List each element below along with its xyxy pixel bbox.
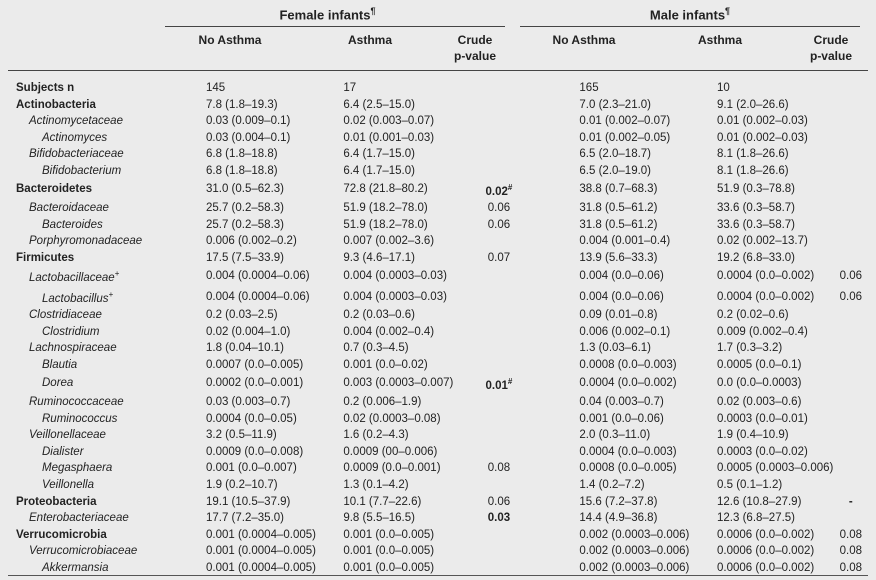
taxon-label: Subjects n: [16, 82, 75, 94]
male-no-asthma-value: 0.002 (0.0003–0.006): [579, 561, 690, 574]
table-row: [16, 130, 862, 147]
male-asthma-value: 0.0005 (0.0–0.1): [717, 358, 802, 371]
male-pvalue: [840, 324, 862, 341]
female-asthma-header: Asthma: [347, 33, 392, 47]
female-pvalue-text: 0.03: [487, 512, 511, 525]
male-no-asthma-value: 6.5 (2.0–18.7): [579, 148, 652, 161]
taxon-name: [16, 97, 166, 114]
table-row: [16, 527, 862, 544]
male-pvalue: [840, 146, 862, 163]
male-no-asthma-value: 38.8 (0.7–68.3): [579, 183, 658, 196]
female-pvalue: [472, 266, 525, 286]
female-pvalue: [472, 233, 525, 250]
female-asthma-value: 72.8 (21.8–80.2): [343, 183, 428, 196]
female-no-asthma-value: 0.0007 (0.0–0.005): [205, 358, 304, 371]
table-row: [16, 163, 862, 180]
taxon-label: Dorea: [42, 377, 74, 390]
male-pvalue: [840, 394, 862, 411]
table-row: [16, 460, 862, 477]
male-no-asthma-value: 15.6 (7.2–37.8): [579, 495, 658, 508]
male-pvalue: [840, 477, 862, 494]
female-no-asthma-value: 0.006 (0.002–0.2): [205, 235, 297, 248]
male-asthma-value: 8.1 (1.8–26.6): [717, 164, 789, 177]
taxon-name: [16, 233, 166, 250]
female-pvalue: [472, 527, 525, 544]
male-asthma-value: 33.6 (0.3–58.7): [717, 218, 796, 231]
taxon-name: [16, 266, 166, 286]
male-no-asthma-value: 0.01 (0.002–0.07): [579, 115, 671, 128]
female-pvalue: [472, 374, 525, 394]
male-no-asthma-value: 31.8 (0.5–61.2): [579, 201, 658, 214]
table-row: [16, 200, 862, 217]
taxon-name: [16, 340, 166, 357]
female-asthma-value: 0.7 (0.3–4.5): [343, 342, 409, 355]
male-asthma-value: 0.0 (0.0–0.0003): [717, 377, 802, 390]
female-pvalue-text: 0.08: [487, 462, 511, 475]
male-no-asthma-value: 13.9 (5.6–33.3): [579, 251, 658, 264]
male-asthma-value: 1.7 (0.3–3.2): [717, 342, 783, 355]
female-group-rule: [165, 26, 505, 27]
taxon-name: [16, 80, 166, 97]
male-pvalue: [840, 217, 862, 234]
male-asthma-value: 19.2 (6.8–33.0): [717, 251, 796, 264]
taxon-label: Lactobacillaceae: [29, 272, 115, 285]
female-pvalue: [472, 427, 525, 444]
taxon-label: Bifidobacteriaceae: [29, 148, 124, 161]
male-asthma-header: Asthma: [697, 33, 742, 47]
table-row: [16, 494, 862, 511]
taxon-label: Blautia: [42, 358, 78, 371]
female-no-asthma-value: 25.7 (0.2–58.3): [205, 201, 284, 214]
taxon-name: [16, 357, 166, 374]
table-row: [16, 340, 862, 357]
male-pvalue: [840, 427, 862, 444]
crude-label: Crude: [457, 33, 493, 47]
female-pvalue: [472, 250, 525, 267]
pvalue-footnote-mark: #: [507, 376, 513, 386]
female-pvalue: [472, 146, 525, 163]
female-pvalue: [472, 307, 525, 324]
male-no-asthma-value: 0.01 (0.002–0.05): [579, 131, 671, 144]
male-pvalue: 0.06: [839, 290, 862, 303]
female-no-asthma-value: 0.03 (0.004–0.1): [205, 131, 291, 144]
female-group-header: [165, 6, 490, 22]
taxon-label: Proteobacteria: [16, 495, 97, 508]
female-asthma-value: 0.001 (0.0–0.005): [343, 528, 435, 541]
female-crude-pvalue-header: [440, 32, 510, 64]
male-pvalue: [840, 444, 862, 461]
female-no-asthma-header: No Asthma: [198, 33, 262, 47]
taxon-name: [16, 494, 166, 511]
female-asthma-value: 0.007 (0.002–3.6): [343, 235, 435, 248]
male-no-asthma-value: 165: [579, 82, 599, 94]
male-pvalue: -: [848, 495, 853, 508]
female-no-asthma-value: 0.004 (0.0004–0.06): [205, 270, 310, 283]
male-asthma-value: 0.01 (0.002–0.03): [717, 131, 808, 144]
female-asthma-value: 1.3 (0.1–4.2): [343, 478, 409, 491]
pvalue-label: p-value: [809, 49, 852, 63]
male-no-asthma-value: 0.04 (0.003–0.7): [579, 396, 664, 408]
taxon-label: Bacteroidaceae: [29, 201, 109, 214]
table-row: [16, 427, 862, 444]
table-row: [16, 266, 862, 286]
female-asthma-value: 0.2 (0.006–1.9): [343, 396, 422, 408]
male-asthma-value: 0.01 (0.002–0.03): [717, 115, 808, 128]
male-pvalue: [840, 163, 862, 180]
female-asthma-value: 0.003 (0.0003–0.007): [343, 377, 454, 390]
male-no-asthma-value: 0.0008 (0.0–0.003): [579, 358, 677, 371]
male-no-asthma-value: 7.0 (2.3–21.0): [579, 98, 652, 111]
female-no-asthma-value: 0.0009 (0.0–0.008): [205, 445, 304, 458]
taxon-label: Bacteroidetes: [16, 183, 93, 196]
female-pvalue: [472, 444, 525, 461]
taxon-label: Bifidobacterium: [42, 164, 122, 177]
female-pvalue: [472, 200, 525, 217]
female-no-asthma-value: 1.8 (0.04–10.1): [205, 342, 284, 355]
female-asthma-value: 0.2 (0.03–0.6): [343, 309, 415, 322]
male-no-asthma-value: 0.0004 (0.0–0.002): [579, 377, 677, 390]
female-asthma-value: 51.9 (18.2–78.0): [343, 201, 428, 214]
male-no-asthma-value: 0.002 (0.0003–0.006): [579, 528, 690, 541]
taxon-name: [16, 113, 166, 130]
taxon-name: [16, 444, 166, 461]
male-pvalue: [840, 411, 862, 428]
male-no-asthma-value: 6.5 (2.0–19.0): [579, 164, 652, 177]
male-pvalue: [840, 460, 862, 477]
taxon-label: Ruminococcus: [42, 412, 118, 425]
taxon-name: [16, 411, 166, 428]
male-asthma-value: 0.2 (0.02–0.6): [717, 309, 789, 322]
female-no-asthma-value: 6.8 (1.8–18.8): [205, 164, 278, 177]
female-asthma-value: 0.004 (0.0003–0.03): [343, 290, 447, 303]
male-group-mark: ¶: [725, 6, 731, 16]
female-asthma-value: 0.01 (0.001–0.03): [343, 131, 435, 144]
male-no-asthma-value: 31.8 (0.5–61.2): [579, 218, 658, 231]
female-no-asthma-value: 0.004 (0.0004–0.06): [205, 290, 310, 303]
male-group-header: [520, 6, 860, 22]
male-pvalue: [840, 113, 862, 130]
female-pvalue: [472, 340, 525, 357]
taxon-label: Megasphaera: [42, 462, 113, 475]
male-no-asthma-value: 14.4 (4.9–36.8): [579, 512, 658, 525]
male-no-asthma-header: No Asthma: [552, 33, 616, 47]
male-no-asthma-value: 1.4 (0.2–7.2): [579, 478, 645, 491]
male-asthma-value: 33.6 (0.3–58.7): [717, 201, 796, 214]
female-no-asthma-value: 3.2 (0.5–11.9): [205, 429, 277, 442]
male-asthma-value: 51.9 (0.3–78.8): [717, 183, 796, 196]
male-pvalue: [840, 307, 862, 324]
female-asthma-value: 6.4 (1.7–15.0): [343, 148, 415, 161]
table-row: [16, 233, 862, 250]
female-pvalue-text: 0.07: [487, 251, 511, 264]
taxon-name: [16, 200, 166, 217]
female-pvalue: [472, 357, 525, 374]
female-no-asthma-value: 17.7 (7.2–35.0): [205, 512, 284, 525]
taxon-footnote-mark: +: [114, 269, 120, 279]
female-no-asthma-value: 145: [205, 82, 226, 94]
female-asthma-value: 0.004 (0.002–0.4): [343, 325, 435, 338]
male-no-asthma-value: 0.006 (0.002–0.1): [579, 325, 671, 338]
male-no-asthma-value: 0.09 (0.01–0.8): [579, 309, 658, 322]
taxon-name: [16, 250, 166, 267]
taxon-label: Dialister: [42, 445, 84, 458]
male-pvalue: [840, 374, 862, 394]
male-asthma-value: 0.0003 (0.0–0.01): [717, 412, 808, 425]
taxon-name: [16, 146, 166, 163]
female-no-asthma-value: 25.7 (0.2–58.3): [205, 218, 284, 231]
table-row: [16, 80, 862, 97]
male-asthma-value: 12.6 (10.8–27.9): [717, 495, 802, 508]
female-pvalue: [472, 460, 525, 477]
male-asthma-value: 0.02 (0.002–13.7): [717, 235, 808, 248]
female-no-asthma-value: 6.8 (1.8–18.8): [205, 148, 278, 161]
taxon-label: Actinobacteria: [16, 98, 96, 111]
pvalue-footnote-mark: #: [507, 182, 513, 192]
female-asthma-value: 9.3 (4.6–17.1): [343, 251, 415, 264]
taxon-name: [16, 180, 166, 200]
female-no-asthma-value: 0.001 (0.0004–0.005): [205, 545, 316, 558]
male-pvalue: [840, 340, 862, 357]
male-no-asthma-value: 0.0004 (0.0–0.003): [579, 445, 677, 458]
taxon-label: Bacteroides: [42, 218, 103, 231]
female-asthma-value: 1.6 (0.2–4.3): [343, 429, 409, 442]
female-pvalue: [472, 494, 525, 511]
taxon-label: Porphyromonadaceae: [29, 235, 143, 248]
male-no-asthma-value: 1.3 (0.03–6.1): [579, 342, 652, 355]
taxon-name: [16, 427, 166, 444]
table-row: [16, 477, 862, 494]
table-row: [16, 411, 862, 428]
male-asthma-value: 9.1 (2.0–26.6): [717, 98, 789, 111]
female-asthma-value: 51.9 (18.2–78.0): [343, 218, 428, 231]
taxon-name: [16, 163, 166, 180]
female-asthma-value: 6.4 (2.5–15.0): [343, 98, 415, 111]
female-pvalue-text: 0.06: [487, 218, 511, 231]
female-pvalue: [472, 287, 525, 307]
taxon-label: Ruminococcaceae: [29, 396, 124, 408]
table-row: [16, 543, 862, 560]
male-asthma-value: 12.3 (6.8–27.5): [717, 512, 796, 525]
taxon-name: [16, 217, 166, 234]
taxon-label: Akkermansia: [42, 561, 109, 574]
male-asthma-value: 0.0006 (0.0–0.002): [717, 561, 815, 574]
female-asthma-value: 0.02 (0.0003–0.08): [343, 412, 441, 425]
female-asthma-value: 17: [343, 82, 357, 94]
female-no-asthma-value: 0.001 (0.0004–0.005): [205, 561, 316, 574]
male-asthma-value: 0.02 (0.003–0.6): [717, 396, 802, 408]
taxon-label: Veillonella: [42, 478, 94, 491]
female-asthma-value: 6.4 (1.7–15.0): [343, 164, 415, 177]
female-asthma-value: 0.001 (0.0–0.02): [343, 358, 428, 371]
female-asthma-value: 0.0009 (0.0–0.001): [343, 462, 441, 475]
female-no-asthma-value: 17.5 (7.5–33.9): [205, 251, 284, 264]
female-pvalue: [472, 217, 525, 234]
female-asthma-value: 0.001 (0.0–0.005): [343, 545, 435, 558]
male-pvalue: 0.08: [839, 561, 862, 574]
male-group-label: Male infants: [649, 7, 726, 23]
male-no-asthma-value: 0.004 (0.0–0.06): [579, 270, 664, 283]
taxon-label: Clostridium: [42, 325, 100, 338]
taxon-label: Verrucomicrobiaceae: [29, 545, 138, 558]
male-asthma-value: 0.009 (0.002–0.4): [717, 325, 808, 338]
table-row: [16, 250, 862, 267]
male-asthma-value: 0.0006 (0.0–0.002): [717, 528, 815, 541]
female-no-asthma-value: 19.1 (10.5–37.9): [205, 495, 291, 508]
female-pvalue: [472, 180, 525, 200]
male-pvalue: [840, 510, 862, 527]
table-row: [16, 307, 862, 324]
table-row: [16, 394, 862, 411]
female-pvalue: [472, 163, 525, 180]
female-pvalue: [472, 543, 525, 560]
female-no-asthma-value: 7.8 (1.8–19.3): [205, 98, 278, 111]
male-pvalue: [840, 97, 862, 114]
female-pvalue: [472, 411, 525, 428]
male-pvalue: [840, 357, 862, 374]
male-pvalue: [840, 233, 862, 250]
female-pvalue-text: 0.01: [485, 379, 508, 392]
taxon-name: [16, 130, 166, 147]
female-pvalue: [472, 113, 525, 130]
taxon-name: [16, 527, 166, 544]
table-row: [16, 180, 862, 200]
taxon-name: [16, 287, 166, 307]
female-pvalue-text: 0.02: [485, 185, 508, 198]
taxon-label: Verrucomicrobia: [16, 528, 107, 541]
taxon-label: Lachnospiraceae: [29, 342, 117, 355]
table-row: [16, 217, 862, 234]
taxon-label: Actinomyces: [42, 131, 108, 144]
table-row: [16, 287, 862, 307]
male-no-asthma-value: 0.002 (0.0003–0.006): [579, 545, 690, 558]
taxon-label: Firmicutes: [16, 251, 75, 264]
female-no-asthma-value: 0.0002 (0.0–0.001): [205, 377, 304, 390]
table-row: [16, 324, 862, 341]
male-no-asthma-value: 0.001 (0.0–0.06): [579, 412, 664, 425]
table-row: [16, 97, 862, 114]
female-pvalue: [472, 80, 525, 97]
taxon-label: Clostridiaceae: [29, 309, 102, 322]
female-group-label: Female infants: [279, 7, 371, 23]
taxon-name: [16, 374, 166, 394]
table-row: [16, 146, 862, 163]
taxon-name: [16, 307, 166, 324]
male-asthma-value: 0.0005 (0.0003–0.006): [717, 462, 834, 475]
male-asthma-value: 0.0004 (0.0–0.002): [717, 290, 815, 303]
female-pvalue: [472, 97, 525, 114]
female-asthma-value: 0.004 (0.0003–0.03): [343, 270, 447, 283]
male-asthma-value: 0.0006 (0.0–0.002): [717, 545, 815, 558]
taxon-label: Actinomycetaceae: [29, 115, 123, 128]
taxon-name: [16, 543, 166, 560]
table-row: [16, 510, 862, 527]
taxon-label: Lactobacillus: [42, 292, 109, 305]
male-pvalue: [840, 80, 862, 97]
male-asthma-value: 8.1 (1.8–26.6): [717, 148, 789, 161]
female-no-asthma-value: 0.02 (0.004–1.0): [205, 325, 291, 338]
table-row: [16, 374, 862, 394]
male-asthma-value: 1.9 (0.4–10.9): [717, 429, 789, 442]
female-asthma-value: 0.0009 (00–0.006): [343, 445, 438, 458]
male-pvalue: 0.08: [839, 528, 862, 541]
female-no-asthma-value: 0.03 (0.009–0.1): [205, 115, 291, 128]
female-asthma-value: 0.02 (0.003–0.07): [343, 115, 435, 128]
pvalue-label: p-value: [453, 49, 496, 63]
male-no-asthma-value: 0.0008 (0.0–0.005): [579, 462, 677, 475]
male-asthma-value: 0.5 (0.1–1.2): [717, 478, 783, 491]
female-pvalue-text: 0.06: [487, 201, 511, 214]
data-table: [16, 80, 862, 577]
male-no-asthma-value: 0.004 (0.0–0.06): [579, 290, 664, 303]
female-asthma-value: 10.1 (7.7–22.6): [343, 495, 422, 508]
female-no-asthma-value: 0.03 (0.003–0.7): [205, 396, 291, 408]
female-no-asthma-value: 0.0004 (0.0–0.05): [205, 412, 297, 425]
female-no-asthma-value: 0.2 (0.03–2.5): [205, 309, 278, 322]
male-no-asthma-value: 2.0 (0.3–11.0): [579, 429, 651, 442]
taxon-name: [16, 460, 166, 477]
bottom-rule: [8, 575, 868, 576]
female-no-asthma-value: 1.9 (0.2–10.7): [205, 478, 278, 491]
male-group-rule: [520, 26, 860, 27]
male-no-asthma-value: 0.004 (0.001–0.4): [579, 235, 671, 248]
female-pvalue: [472, 324, 525, 341]
female-no-asthma-value: 31.0 (0.5–62.3): [205, 183, 284, 196]
male-pvalue: [840, 180, 862, 200]
female-pvalue: [472, 510, 525, 527]
taxon-footnote-mark: +: [108, 289, 114, 299]
taxon-name: [16, 324, 166, 341]
female-no-asthma-value: 0.001 (0.0–0.007): [205, 462, 297, 475]
table-row: [16, 113, 862, 130]
table-row: [16, 444, 862, 461]
header-rule: [8, 70, 868, 71]
taxon-label: Veillonellaceae: [29, 429, 106, 442]
female-asthma-value: 0.001 (0.0–0.005): [343, 561, 435, 574]
female-pvalue: [472, 477, 525, 494]
crude-label: Crude: [813, 33, 849, 47]
male-pvalue: [840, 250, 862, 267]
female-pvalue-text: 0.06: [487, 495, 511, 508]
taxon-name: [16, 394, 166, 411]
male-asthma-value: 0.0003 (0.0–0.02): [717, 445, 808, 458]
male-pvalue: 0.08: [839, 545, 862, 558]
male-pvalue: 0.06: [839, 270, 862, 283]
male-asthma-value: 0.0004 (0.0–0.002): [717, 270, 815, 283]
female-asthma-value: 9.8 (5.5–16.5): [343, 512, 415, 525]
male-asthma-value: 10: [717, 82, 730, 94]
taxon-name: [16, 477, 166, 494]
female-group-mark: ¶: [370, 6, 376, 16]
female-pvalue: [472, 394, 525, 411]
table-row: [16, 357, 862, 374]
taxon-name: [16, 510, 166, 527]
male-crude-pvalue-header: [796, 32, 866, 64]
male-pvalue: [840, 130, 862, 147]
taxon-label: Enterobacteriaceae: [29, 512, 129, 525]
female-pvalue: [472, 130, 525, 147]
male-pvalue: [840, 200, 862, 217]
female-no-asthma-value: 0.001 (0.0004–0.005): [205, 528, 316, 541]
